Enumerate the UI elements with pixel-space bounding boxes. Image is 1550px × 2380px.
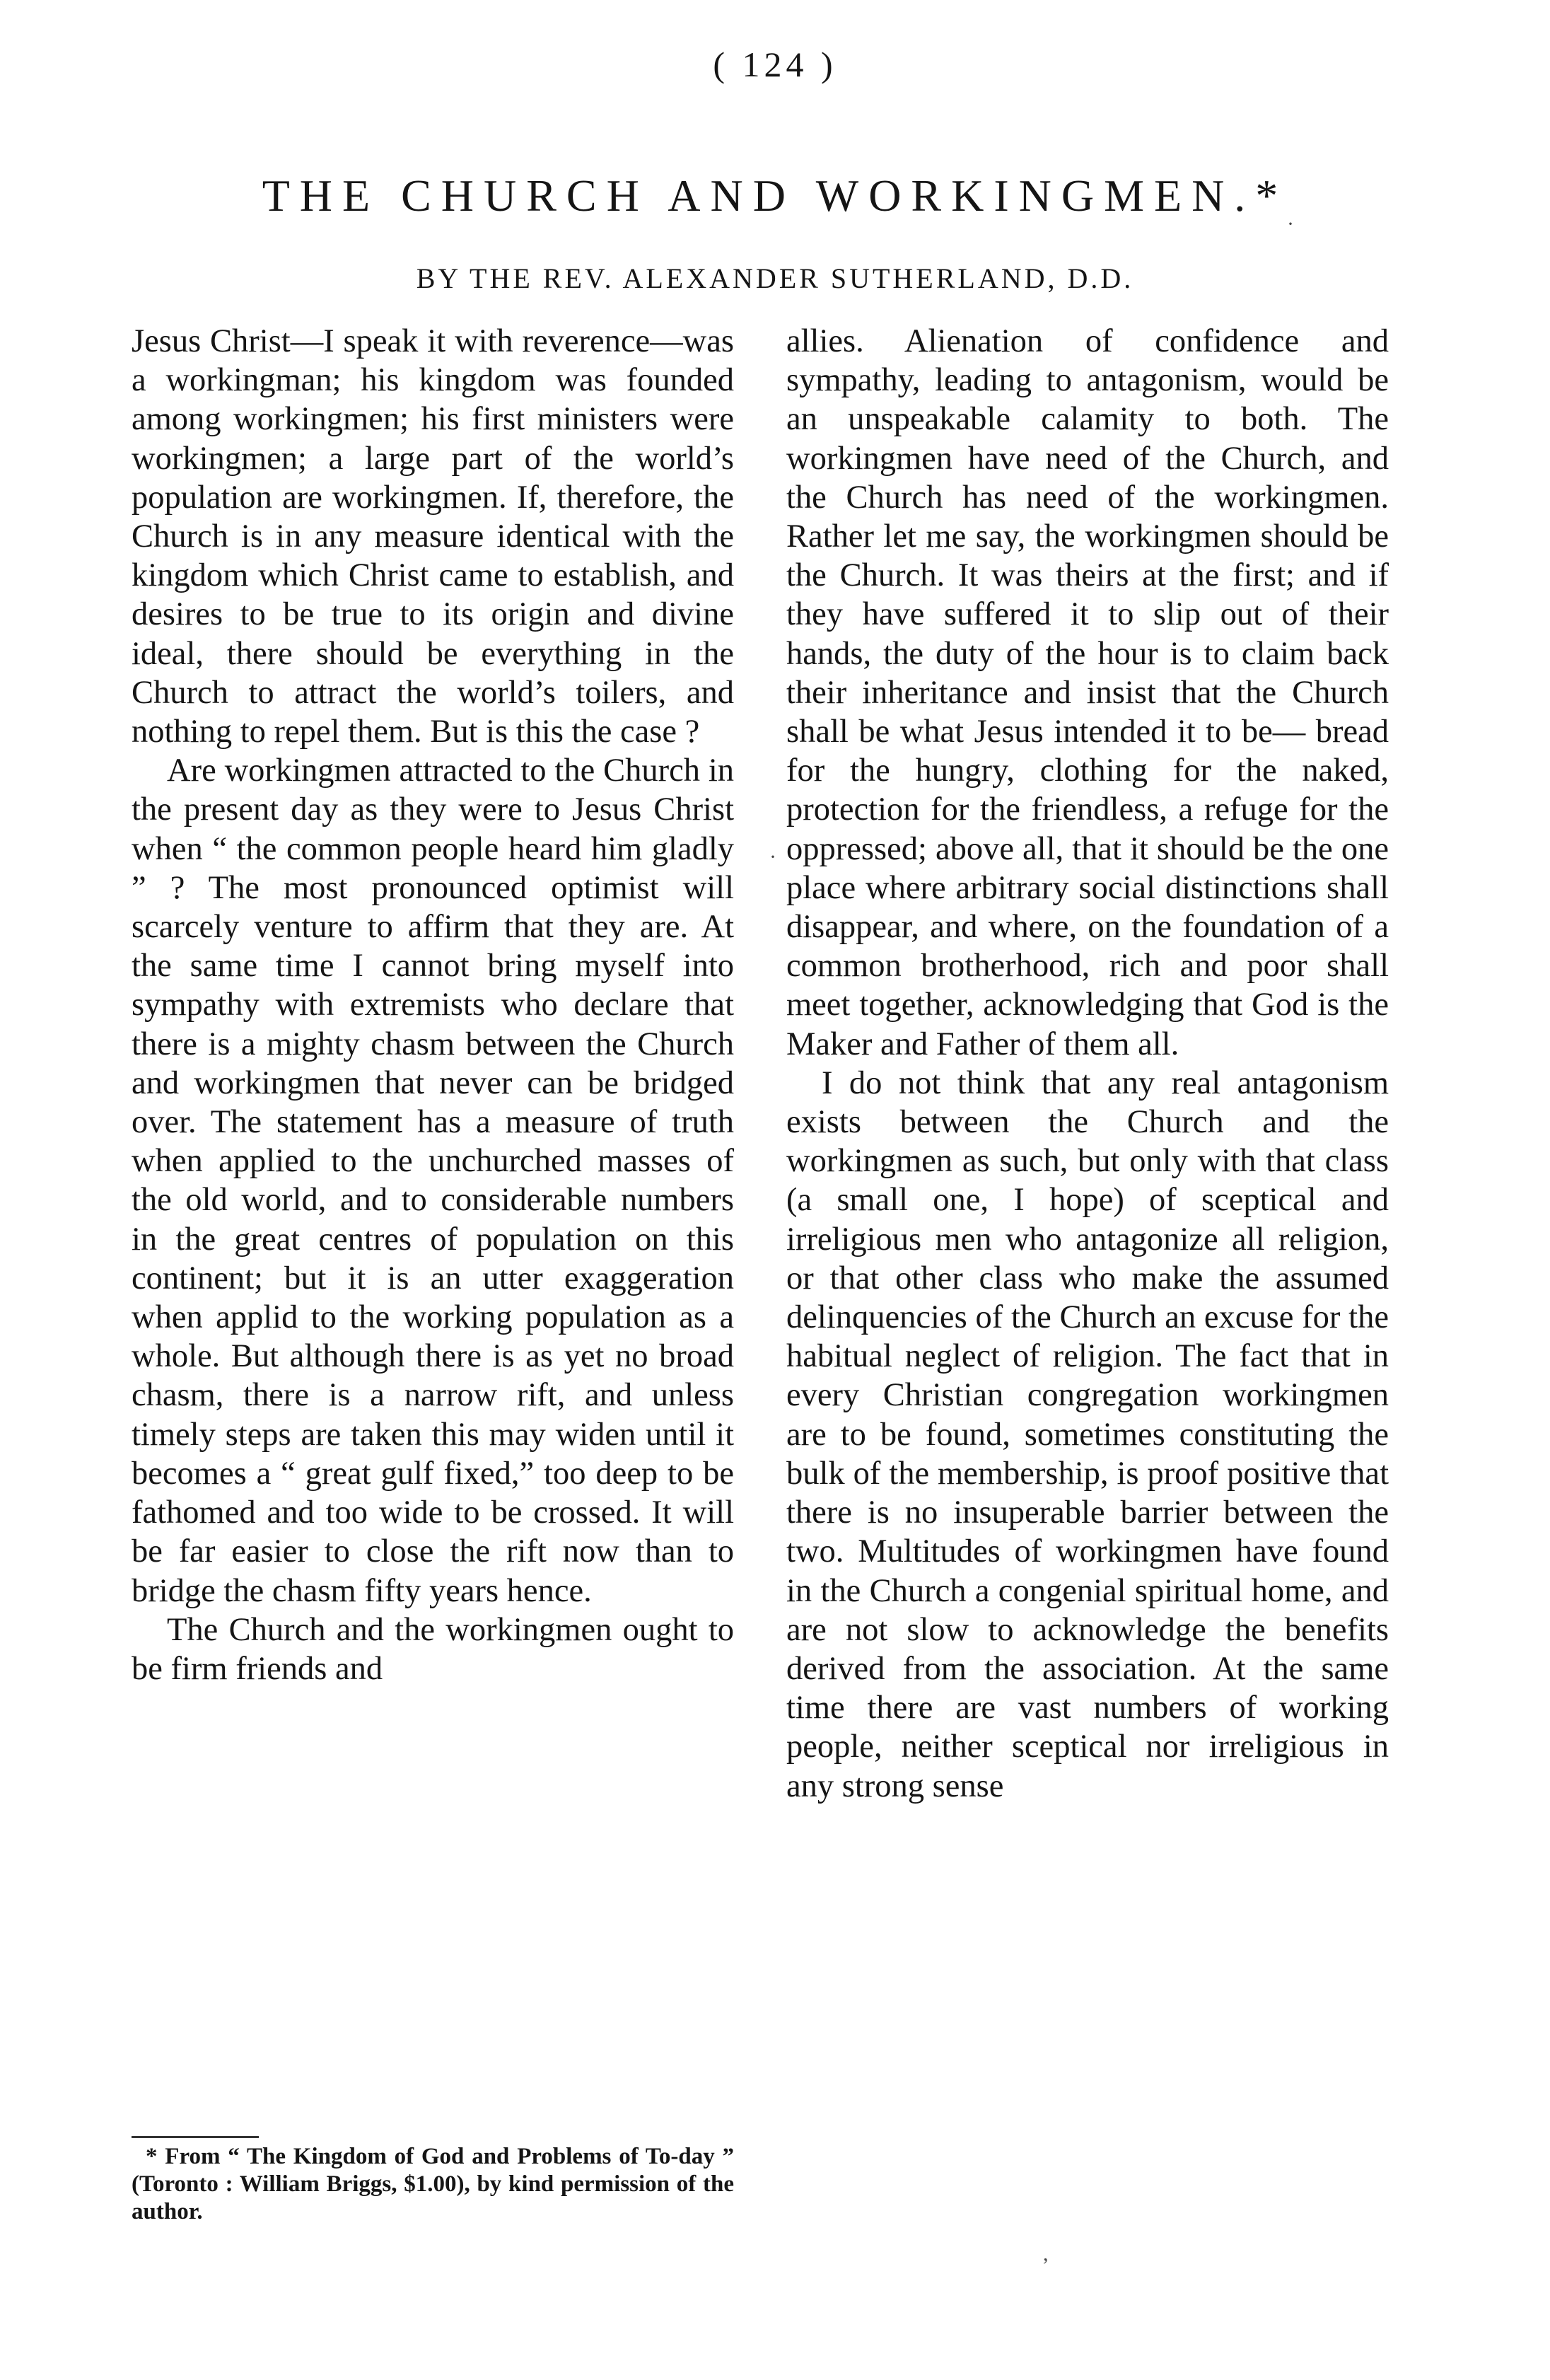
left-paragraph-1: Jesus Christ—I speak it with reverence—was a workingman; his kingdom was founded among workingmen; his first ministers were workingmen; a large part of the world’s population are workingmen. If, therefore, the Church is in any measure identical with the kingdom which Christ came to establish, and desires to be true to its origin and divine ideal, there should be everything in the Church to attract the world’s toilers, and nothing to repel them. But is this the case ?	[132, 323, 734, 750]
article-byline: BY THE REV. ALEXANDER SUTHERLAND, D.D.	[416, 262, 1134, 294]
print-speck: ·	[1287, 212, 1294, 236]
footnote: * From “ The Kingdom of God and Problems of To-day ” (Toronto : William Briggs, $1.00), by kind permission of the author.	[132, 2144, 734, 2224]
left-paragraph-2: Are workingmen attracted to the Church in the present day as they were to Jesus Christ when “ the common people heard him gladly ” ? The most pronounced optimist will scarcely venture to affirm that they are. At the same time I cannot bring myself into sympathy with extremists who declare that there is a mighty chasm between the Church and workingmen that never can be bridged over. The statement has a measure of truth when applied to the unchurched masses of the old world, and to considerable numbers in the great centres of population on this continent; but it is an utter exaggeration when applid to the working population as a whole. But although there is as yet no broad chasm, there is a narrow rift, and unless timely steps are taken this may widen until it becomes a “ great gulf fixed,” too deep to be fathomed and too wide to be crossed. It will be far easier to close the rift now than to bridge the chasm fifty years hence.	[132, 753, 734, 1609]
print-speck: ,	[1043, 2242, 1049, 2265]
left-paragraph-3: The Church and the workingmen ought to be firm friends and	[132, 1611, 734, 1687]
print-speck: ·	[769, 845, 776, 869]
right-column	[786, 322, 1389, 1806]
left-column	[132, 322, 734, 1688]
right-paragraph-2: I do not think that any real antagonism exists between the Church and the workingmen as such, but only with that class (a small one, I hope) of sceptical and irreligious men who antagonize all religion, or that other class who make the assumed delinquencies of the Church an excuse for the habitual neglect of religion. The fact that in every Christian congregation workingmen are to be found, sometimes constituting the bulk of the membership, is proof positive that there is no insuperable barrier between the two. Multitudes of workingmen have found in the Church a congenial spiritual home, and are not slow to acknowledge the benefits derived from the association. At the same time there are vast numbers of working people, neither sceptical nor irreligious in any strong sense	[786, 1064, 1389, 1804]
article-title: THE CHURCH AND WORKINGMEN.*	[262, 170, 1288, 221]
page-number: ( 124 )	[713, 45, 837, 84]
footnote-rule	[132, 2136, 259, 2138]
right-paragraph-1: allies. Alienation of confidence and sympathy, leading to antagonism, would be an unspeakable calamity to both. The workingmen have need of the Church, and the Church has need of the workingmen. Rather let me say, the workingmen should be the Church. It was theirs at the first; and if they have suffered it to slip out of their hands, the duty of the hour is to claim back their inheritance and insist that the Church shall be what Jesus intended it to be— bread for the hungry, clothing for the naked, protection for the friendless, a refuge for the oppressed; above all, that it should be the one place where arbitrary social distinctions shall disappear, and where, on the foundation of a common brotherhood, rich and poor shall meet together, acknowledging that God is the Maker and Father of them all.	[786, 323, 1389, 1062]
